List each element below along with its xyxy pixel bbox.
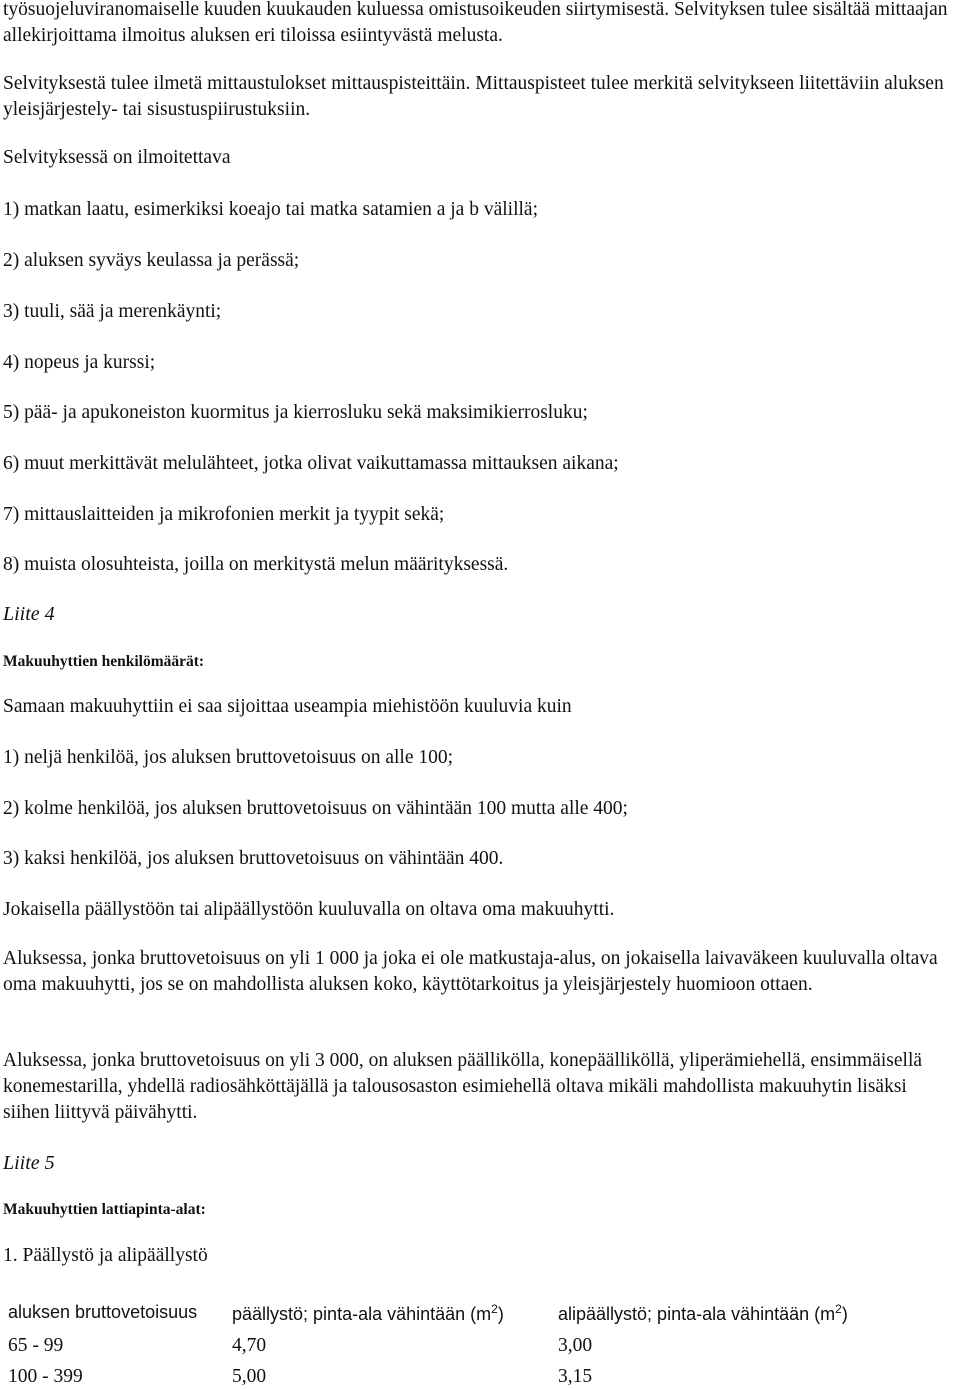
table-cell-officers: 4,70: [232, 1335, 267, 1356]
paragraph-over-1000: Aluksessa, jonka bruttovetoisuus on yli 1 000 ja joka ei ole matkustaja-alus, on jokaisella laivaväkeen kuuluvalla oltava oma makuuhytti, jos se on mahdollista aluksen koko, käyttötarkoitus ja yleisjärjestely huomioon ottaen.: [3, 948, 938, 995]
paragraph-officers: Jokaisella päällystöön tai alipäällystöön kuuluvalla on oltava oma makuuhytti.: [3, 899, 615, 920]
table-header-officers: [232, 1301, 504, 1327]
table-cell-officers: 5,00: [232, 1366, 267, 1387]
table-cell-tonnage: 100 - 399: [8, 1366, 83, 1387]
liite4-title: Liite 4: [3, 603, 55, 625]
list-item: 7) mittauslaitteiden ja mikrofonien merkit ja tyypit sekä;: [3, 504, 445, 525]
table-header-petty-officers: [558, 1301, 848, 1327]
list-item: 2) aluksen syväys keulassa ja perässä;: [3, 250, 300, 271]
table-cell-tonnage: 65 - 99: [8, 1335, 64, 1356]
list-item: 3) tuuli, sää ja merenkäynti;: [3, 301, 222, 322]
liite5-subheading: 1. Päällystö ja alipäällystö: [3, 1245, 208, 1266]
list-item: 5) pää- ja apukoneiston kuormitus ja kierrosluku sekä maksimikierrosluku;: [3, 402, 588, 423]
liite5-title: Liite 5: [3, 1152, 55, 1174]
list-item: 2) kolme henkilöä, jos aluksen bruttovetoisuus on vähintään 100 mutta alle 400;: [3, 798, 628, 819]
liite5-heading: Makuuhyttien lattiapinta-alat:: [3, 1201, 206, 1218]
table-header-officers-label: päällystö; pinta-ala vähintään (m: [232, 1304, 492, 1324]
liite4-intro: Samaan makuuhyttiin ei saa sijoittaa useampia miehistöön kuuluvia kuin: [3, 696, 572, 717]
table-cell-petty-officers: 3,15: [558, 1366, 593, 1387]
paragraph-intro: työsuojeluviranomaiselle kuuden kuukauden kuluessa omistusoikeuden siirtymisestä. Selvityksen tulee sisältää mittaajan allekirjoittama ilmoitus aluksen eri tiloissa esiintyvästä melusta.: [3, 0, 948, 46]
unit-superscript: 2: [835, 1302, 842, 1316]
paragraph-over-3000: Aluksessa, jonka bruttovetoisuus on yli 3 000, on aluksen päällikölla, konepäälliköllä, yliperämiehellä, ensimmäisellä konemestarilla, yhdellä radiosähköttäjällä ja talousosaston esimiehellä oltava mikäli mahdollista makuuhytin lisäksi siihen liittyvä päivähytti.: [3, 1050, 923, 1123]
list-item: 8) muista olosuhteista, joilla on merkitystä melun määrityksessä.: [3, 554, 509, 575]
table-header-petty-officers-label: alipäällystö; pinta-ala vähintään (m: [558, 1304, 836, 1324]
list-item: 1) neljä henkilöä, jos aluksen bruttovetoisuus on alle 100;: [3, 747, 454, 768]
unit-close: ): [841, 1304, 848, 1324]
list-item: 4) nopeus ja kurssi;: [3, 352, 156, 373]
unit-close: ): [497, 1304, 504, 1324]
unit-superscript: 2: [491, 1302, 498, 1316]
table-header-tonnage: aluksen bruttovetoisuus: [8, 1302, 198, 1322]
list-item: 6) muut merkittävät melulähteet, jotka olivat vaikuttamassa mittauksen aikana;: [3, 453, 619, 474]
table-cell-petty-officers: 3,00: [558, 1335, 593, 1356]
list-item: 1) matkan laatu, esimerkiksi koeajo tai matka satamien a ja b välillä;: [3, 199, 538, 220]
liite4-heading: Makuuhyttien henkilömäärät:: [3, 653, 205, 670]
paragraph-results: Selvityksestä tulee ilmetä mittaustulokset mittauspisteittäin. Mittauspisteet tulee merkitä selvitykseen liitettäviin aluksen yleisjärjestely- tai sisustuspiirustuksiin.: [3, 73, 944, 120]
list-item: 3) kaksi henkilöä, jos aluksen bruttovetoisuus on vähintään 400.: [3, 848, 504, 869]
paragraph-report-requirements: Selvityksessä on ilmoitettava: [3, 147, 231, 168]
